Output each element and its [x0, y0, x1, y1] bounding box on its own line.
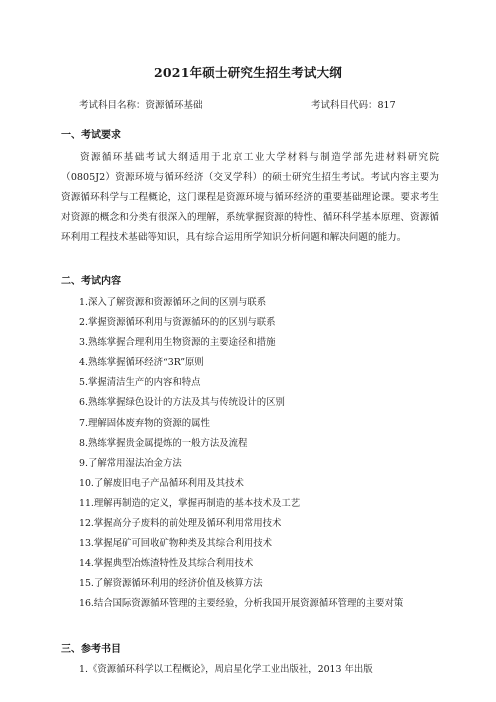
list-item: 4.熟练掌握循环经济“3R”原则	[79, 357, 204, 369]
list-item: 3.熟练掌握合理利用生物资源的主要途径和措施	[79, 337, 276, 349]
list-item: 7.理解固体废弃物的资源的属性	[79, 417, 210, 429]
list-item: 5.掌握清洁生产的内容和特点	[79, 377, 201, 389]
requirements-paragraph: 资源循环基础考试大纲适用于北京工业大学材料与制造学部先进材料研究院（0805J2）资源环境与循环经济（交叉学科）的硕士研究生招生考试。考试内容主要为资源循环科学与工程概论，这门课程是资源环境与循环经济的重要基础理论课。要求考生对资源的概念和分类有很深入的理解，系统掌握资源的特性、循环科学基本原理、资源循环利用工程技术基础等知识，具有综合运用所学知识分析问题和解决问题的能力。	[61, 152, 439, 243]
section-heading-content: 二、考试内容	[61, 276, 121, 287]
content-list	[79, 293, 403, 615]
list-item: 2.掌握资源循环利用与资源循环的的区别与联系	[79, 317, 276, 329]
list-item: 1.深入了解资源和资源循环之间的区别与联系	[79, 297, 267, 308]
list-item: 14.掌握典型冶炼渣特性及其综合利用技术	[79, 558, 254, 570]
list-item: 16.结合国际资源循环管理的主要经验，分析我国开展资源循环管理的主要对策	[79, 598, 404, 610]
list-item: 15.了解资源循环利用的经济价值及核算方法	[79, 578, 263, 590]
list-item: 10.了解废旧电子产品循环利用及其技术	[79, 477, 244, 489]
subject-code: 考试科目代码：817	[311, 100, 396, 111]
section-heading-references: 三、参考书目	[61, 644, 121, 655]
reference-item: 1.《资源循环科学以工程概论》，周启星化学工业出版社，2013 年出版	[79, 664, 373, 675]
list-item: 13.掌握尾矿可回收矿物种类及其综合利用技术	[79, 538, 273, 550]
subject-name: 考试科目名称：资源循环基础	[79, 100, 203, 111]
list-item: 12.掌握高分子废料的前处理及循环利用常用技术	[79, 518, 282, 530]
list-item: 6.熟练掌握绿色设计的方法及其与传统设计的区别	[79, 397, 285, 409]
document-title: 2021年硕士研究生招生考试大纲	[154, 65, 342, 80]
section-heading-requirements: 一、考试要求	[61, 130, 121, 141]
list-item: 8.熟练掌握贵金属提炼的一般方法及流程	[79, 437, 248, 449]
list-item: 9.了解常用湿法冶金方法	[79, 457, 182, 469]
list-item: 11.理解再制造的定义，掌握再制造的基本技术及工艺	[79, 497, 301, 509]
